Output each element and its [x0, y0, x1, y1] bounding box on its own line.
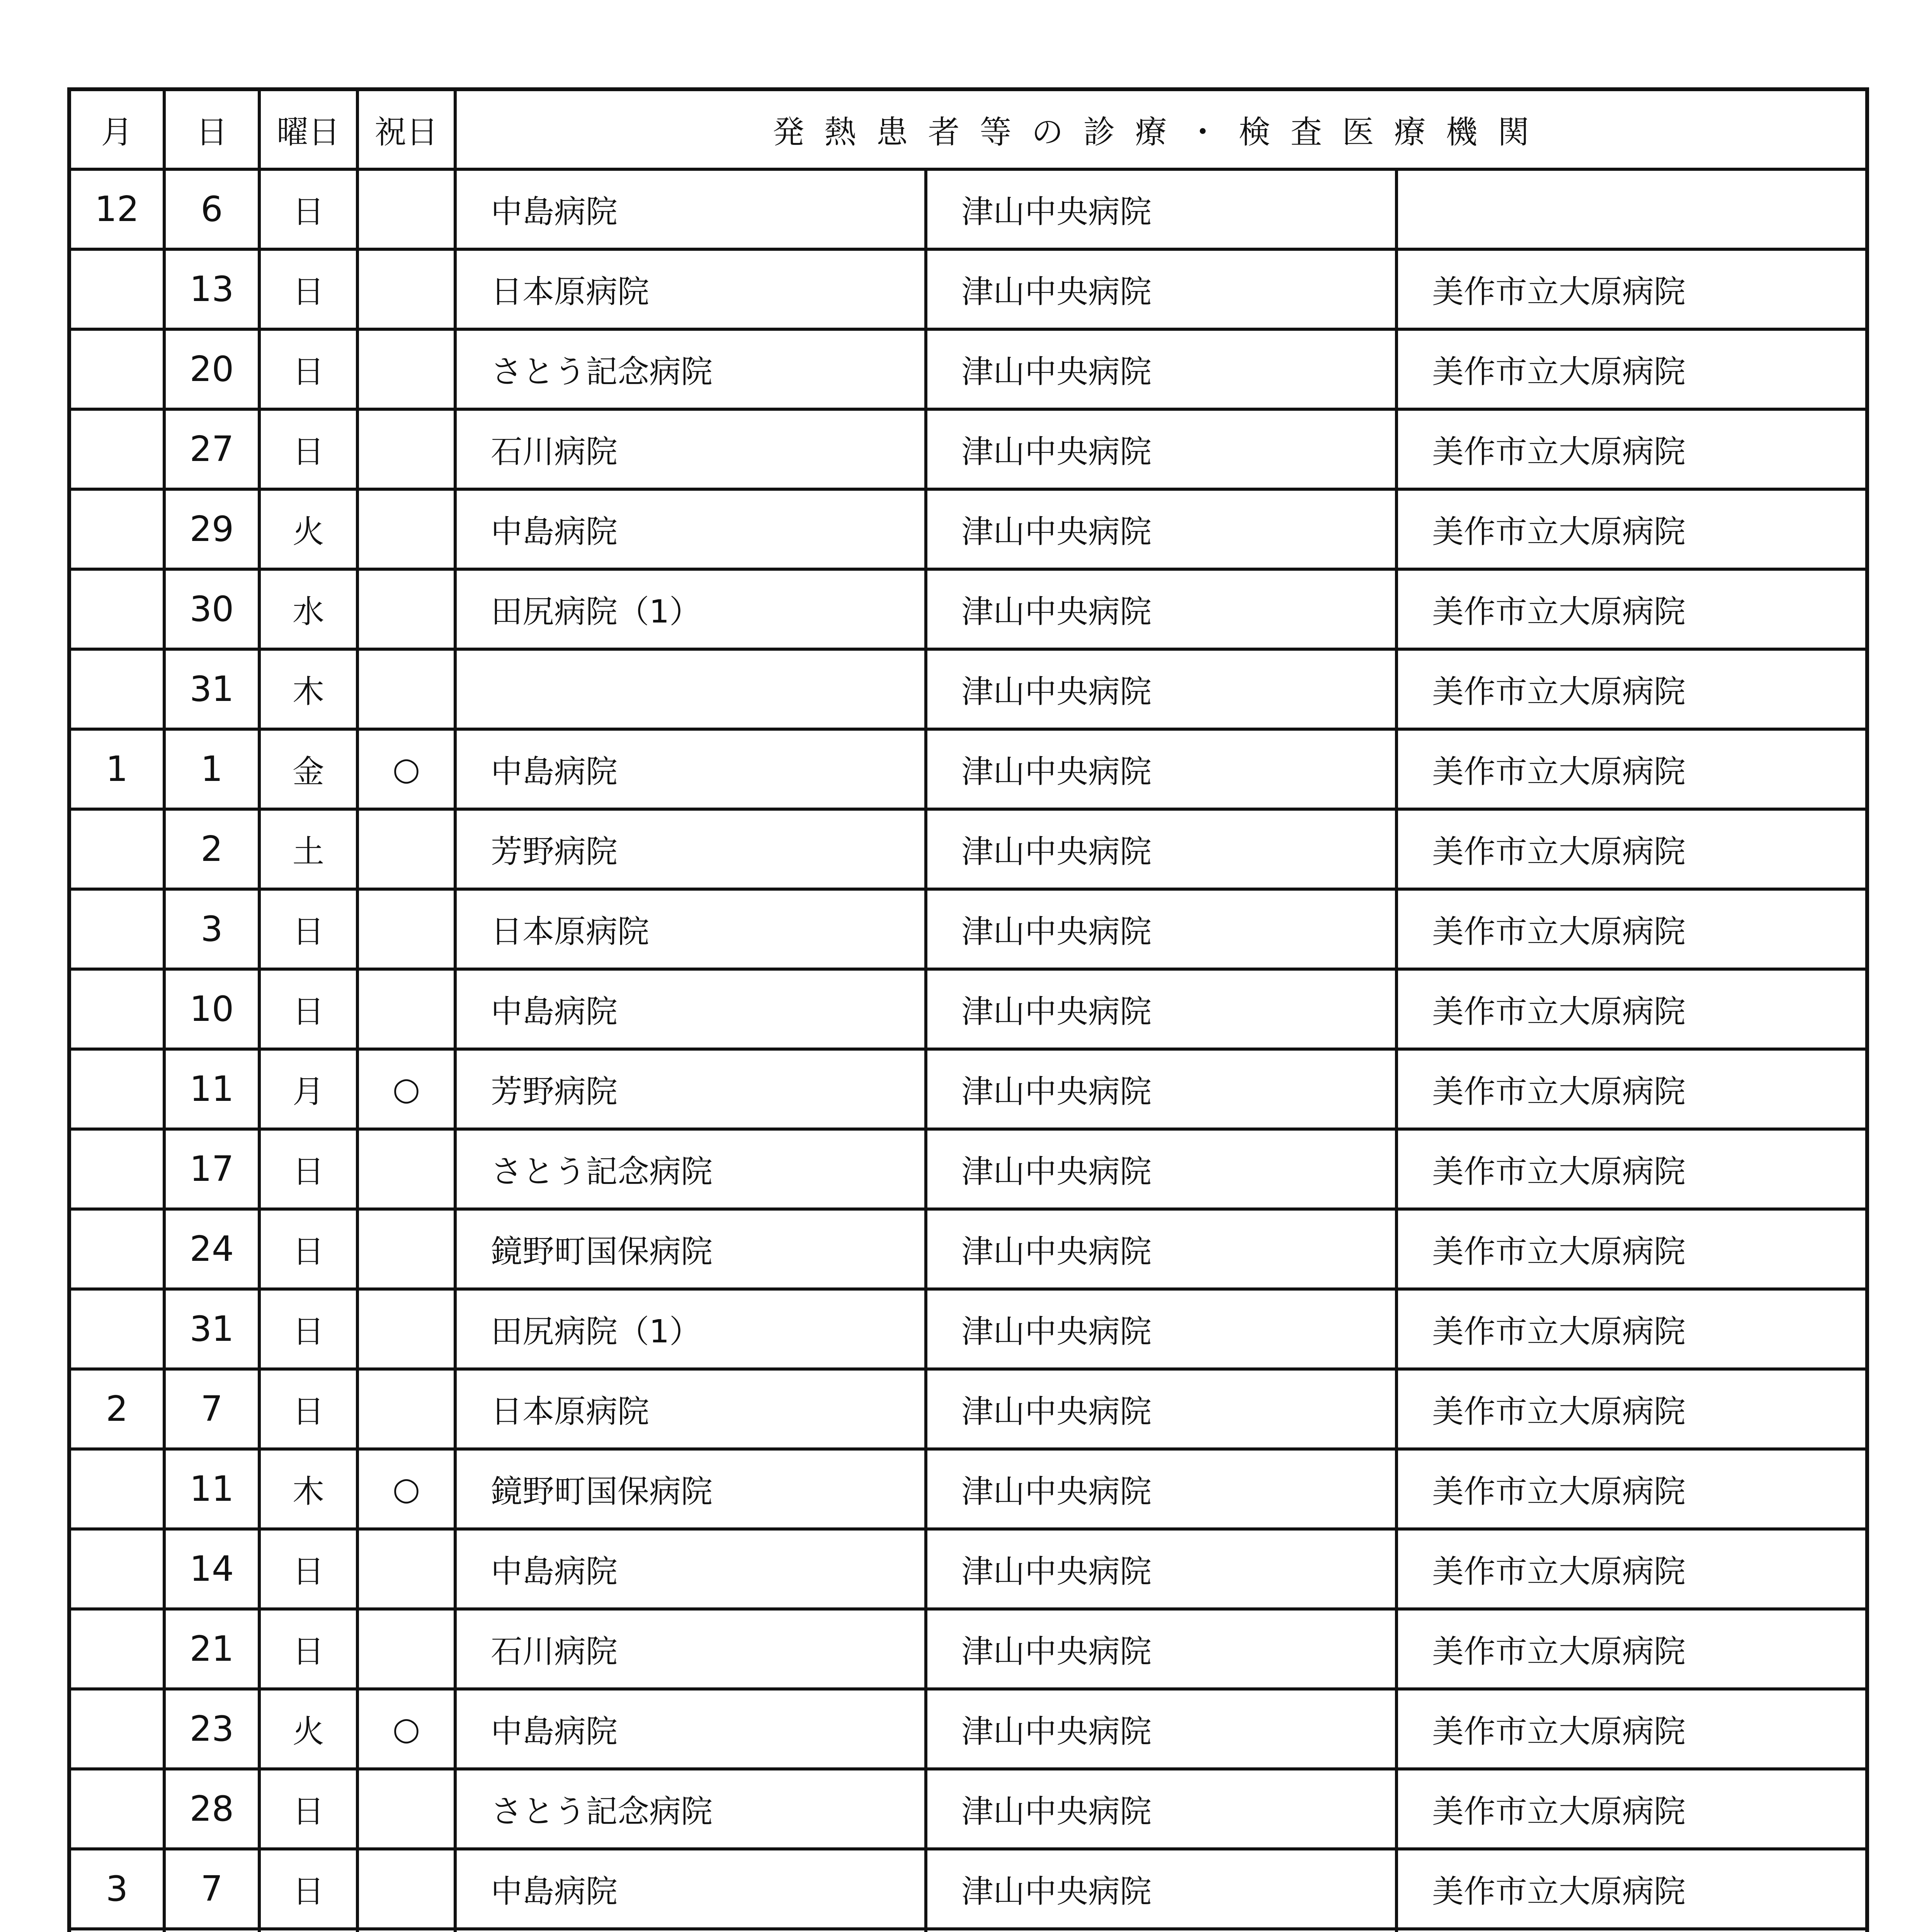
table-row [69, 889, 1867, 969]
month-cell [69, 569, 164, 649]
holiday-cell: ○ [357, 729, 455, 809]
institution-cell-1 [455, 1929, 926, 1932]
weekday-cell: 日 [259, 1289, 357, 1369]
institution-cell-2: 津山中央病院 [926, 1369, 1397, 1449]
holiday-cell [357, 249, 455, 329]
day-cell: 21 [164, 1609, 259, 1689]
header-weekday: 曜日 [259, 89, 357, 169]
holiday-cell [357, 1369, 455, 1449]
day-cell: 2 [164, 809, 259, 889]
holiday-cell [357, 969, 455, 1049]
institution-cell-1: 日本原病院 [455, 889, 926, 969]
table-row [69, 1849, 1867, 1929]
institution-cell-2: 津山中央病院 [926, 329, 1397, 409]
table-row [69, 649, 1867, 729]
institution-cell-3: 美作市立大原病院 [1397, 1769, 1867, 1849]
institution-cell-3: 美作市立大原病院 [1397, 1449, 1867, 1529]
institution-cell-1: 日本原病院 [455, 249, 926, 329]
weekday-cell: 日 [259, 1849, 357, 1929]
institution-cell-2: 津山中央病院 [926, 1129, 1397, 1209]
day-cell: 11 [164, 1049, 259, 1129]
holiday-cell: ○ [357, 1689, 455, 1769]
header-institutions: 発熱患者等の診療・検査医療機関 [455, 89, 1867, 169]
holiday-cell [357, 889, 455, 969]
table-row [69, 409, 1867, 489]
month-cell [69, 1609, 164, 1689]
institution-cell-3: 美作市立大原病院 [1397, 1849, 1867, 1929]
institution-cell-2: 津山中央病院 [926, 969, 1397, 1049]
month-cell [69, 649, 164, 729]
holiday-cell [357, 1609, 455, 1689]
day-cell: 7 [164, 1849, 259, 1929]
header-holiday: 祝日 [357, 89, 455, 169]
holiday-cell [357, 1289, 455, 1369]
holiday-cell [357, 409, 455, 489]
month-cell [69, 1049, 164, 1129]
institution-cell-3: 美作市立大原病院 [1397, 649, 1867, 729]
institution-cell-2: 津山中央病院 [926, 409, 1397, 489]
institution-cell-2: 津山中央病院 [926, 1849, 1397, 1929]
holiday-cell [357, 649, 455, 729]
weekday-cell: 木 [259, 1449, 357, 1529]
institution-cell-3: 美作市立大原病院 [1397, 569, 1867, 649]
day-cell: 24 [164, 1209, 259, 1289]
weekday-cell: 金 [259, 729, 357, 809]
day-cell: 3 [164, 889, 259, 969]
institution-cell-1: 中島病院 [455, 169, 926, 249]
weekday-cell: 日 [259, 1129, 357, 1209]
month-cell [69, 1289, 164, 1369]
day-cell: 27 [164, 409, 259, 489]
holiday-cell: ○ [357, 1049, 455, 1129]
month-cell [69, 1689, 164, 1769]
holiday-cell [357, 169, 455, 249]
institution-cell-3: 美作市立大原病院 [1397, 489, 1867, 569]
institution-cell-2: 津山中央病院 [926, 889, 1397, 969]
institution-cell-2: 津山中央病院 [926, 1289, 1397, 1369]
holiday-cell [357, 1529, 455, 1609]
institution-cell-2: 津山中央病院 [926, 809, 1397, 889]
institution-cell-2: 津山中央病院 [926, 1609, 1397, 1689]
institution-cell-1: 田尻病院（1） [455, 1289, 926, 1369]
table-row [69, 1209, 1867, 1289]
institution-cell-3 [1397, 169, 1867, 249]
month-cell [69, 1769, 164, 1849]
institution-cell-2: 津山中央病院 [926, 1449, 1397, 1529]
day-cell [164, 1929, 259, 1932]
weekday-cell: 日 [259, 969, 357, 1049]
weekday-cell: 日 [259, 1369, 357, 1449]
institution-cell-3: 美作市立大原病院 [1397, 1609, 1867, 1689]
holiday-cell: ○ [357, 1449, 455, 1529]
day-cell: 29 [164, 489, 259, 569]
month-cell [69, 889, 164, 969]
day-cell: 1 [164, 729, 259, 809]
day-cell: 13 [164, 249, 259, 329]
institution-cell-3 [1397, 1929, 1867, 1932]
weekday-cell: 日 [259, 1769, 357, 1849]
weekday-cell: 日 [259, 409, 357, 489]
holiday-cell [357, 489, 455, 569]
month-cell: 2 [69, 1369, 164, 1449]
table-row [69, 1289, 1867, 1369]
institution-cell-2: 津山中央病院 [926, 1209, 1397, 1289]
month-cell: 1 [69, 729, 164, 809]
month-cell [69, 489, 164, 569]
holiday-cell [357, 1929, 455, 1932]
weekday-cell: 日 [259, 1209, 357, 1289]
weekday-cell: 日 [259, 329, 357, 409]
month-cell: 3 [69, 1849, 164, 1929]
institution-cell-1: さとう記念病院 [455, 1129, 926, 1209]
institution-cell-1: 芳野病院 [455, 809, 926, 889]
institution-cell-3: 美作市立大原病院 [1397, 889, 1867, 969]
weekday-cell: 木 [259, 649, 357, 729]
day-cell: 23 [164, 1689, 259, 1769]
institution-cell-2: 津山中央病院 [926, 649, 1397, 729]
day-cell: 17 [164, 1129, 259, 1209]
institution-cell-3: 美作市立大原病院 [1397, 1529, 1867, 1609]
month-cell [69, 969, 164, 1049]
institution-cell-2 [926, 1929, 1397, 1932]
institution-cell-1: 中島病院 [455, 1529, 926, 1609]
month-cell: 12 [69, 169, 164, 249]
holiday-cell [357, 1129, 455, 1209]
institution-cell-1: 中島病院 [455, 1849, 926, 1929]
month-cell [69, 1929, 164, 1932]
institution-cell-2: 津山中央病院 [926, 569, 1397, 649]
table-row [69, 489, 1867, 569]
institution-cell-1 [455, 649, 926, 729]
day-cell: 11 [164, 1449, 259, 1529]
institution-cell-1: 石川病院 [455, 409, 926, 489]
institution-cell-2: 津山中央病院 [926, 1049, 1397, 1129]
weekday-cell: 日 [259, 1609, 357, 1689]
institution-cell-2: 津山中央病院 [926, 729, 1397, 809]
day-cell: 14 [164, 1529, 259, 1609]
day-cell: 28 [164, 1769, 259, 1849]
institution-cell-1: 鏡野町国保病院 [455, 1209, 926, 1289]
month-cell [69, 1449, 164, 1529]
header-month: 月 [69, 89, 164, 169]
day-cell: 7 [164, 1369, 259, 1449]
month-cell [69, 249, 164, 329]
month-cell [69, 329, 164, 409]
day-cell: 30 [164, 569, 259, 649]
institution-cell-2: 津山中央病院 [926, 489, 1397, 569]
institution-cell-3: 美作市立大原病院 [1397, 409, 1867, 489]
day-cell: 31 [164, 1289, 259, 1369]
day-cell: 20 [164, 329, 259, 409]
institution-cell-2: 津山中央病院 [926, 1529, 1397, 1609]
holiday-cell [357, 329, 455, 409]
table-row [69, 1449, 1867, 1529]
institution-cell-3: 美作市立大原病院 [1397, 1129, 1867, 1209]
institution-cell-1: 石川病院 [455, 1609, 926, 1689]
institution-cell-3: 美作市立大原病院 [1397, 1049, 1867, 1129]
institution-cell-3: 美作市立大原病院 [1397, 1369, 1867, 1449]
table-row [69, 569, 1867, 649]
institution-cell-3: 美作市立大原病院 [1397, 329, 1867, 409]
table-row [69, 1129, 1867, 1209]
institution-cell-1: さとう記念病院 [455, 1769, 926, 1849]
month-cell [69, 809, 164, 889]
institution-cell-3: 美作市立大原病院 [1397, 249, 1867, 329]
holiday-cell [357, 569, 455, 649]
institution-cell-2: 津山中央病院 [926, 1689, 1397, 1769]
institution-cell-3: 美作市立大原病院 [1397, 1209, 1867, 1289]
table-row [69, 729, 1867, 809]
institution-cell-1: 鏡野町国保病院 [455, 1449, 926, 1529]
month-cell [69, 1529, 164, 1609]
table-row [69, 1529, 1867, 1609]
day-cell: 10 [164, 969, 259, 1049]
weekday-cell: 月 [259, 1049, 357, 1129]
institution-cell-1: 芳野病院 [455, 1049, 926, 1129]
weekday-cell: 日 [259, 249, 357, 329]
institution-cell-3: 美作市立大原病院 [1397, 1689, 1867, 1769]
holiday-cell [357, 1769, 455, 1849]
institution-cell-1: 中島病院 [455, 729, 926, 809]
weekday-cell: 日 [259, 889, 357, 969]
table-row [69, 249, 1867, 329]
table-row [69, 169, 1867, 249]
weekday-cell: 火 [259, 489, 357, 569]
table-row [69, 1689, 1867, 1769]
institution-cell-1: 中島病院 [455, 489, 926, 569]
table-row [69, 1369, 1867, 1449]
table-row [69, 1049, 1867, 1129]
table-row [69, 1929, 1867, 1932]
weekday-cell: 日 [259, 1529, 357, 1609]
institution-cell-3: 美作市立大原病院 [1397, 729, 1867, 809]
table-row [69, 329, 1867, 409]
day-cell: 6 [164, 169, 259, 249]
holiday-cell [357, 1849, 455, 1929]
institution-cell-3: 美作市立大原病院 [1397, 1289, 1867, 1369]
institution-cell-1: さとう記念病院 [455, 329, 926, 409]
weekday-cell: 火 [259, 1689, 357, 1769]
institution-cell-1: 中島病院 [455, 969, 926, 1049]
weekday-cell: 水 [259, 569, 357, 649]
weekday-cell: 土 [259, 809, 357, 889]
header-row [69, 89, 1867, 169]
institution-cell-2: 津山中央病院 [926, 249, 1397, 329]
institution-cell-3: 美作市立大原病院 [1397, 809, 1867, 889]
schedule-table [67, 87, 1869, 1932]
holiday-cell [357, 809, 455, 889]
institution-cell-1: 中島病院 [455, 1689, 926, 1769]
table-row [69, 1769, 1867, 1849]
institution-cell-3: 美作市立大原病院 [1397, 969, 1867, 1049]
month-cell [69, 409, 164, 489]
institution-cell-1: 田尻病院（1） [455, 569, 926, 649]
month-cell [69, 1209, 164, 1289]
day-cell: 31 [164, 649, 259, 729]
institution-cell-1: 日本原病院 [455, 1369, 926, 1449]
header-day: 日 [164, 89, 259, 169]
table-row [69, 1609, 1867, 1689]
weekday-cell [259, 1929, 357, 1932]
holiday-cell [357, 1209, 455, 1289]
weekday-cell: 日 [259, 169, 357, 249]
month-cell [69, 1129, 164, 1209]
table-row [69, 809, 1867, 889]
table-row [69, 969, 1867, 1049]
institution-cell-2: 津山中央病院 [926, 1769, 1397, 1849]
institution-cell-2: 津山中央病院 [926, 169, 1397, 249]
